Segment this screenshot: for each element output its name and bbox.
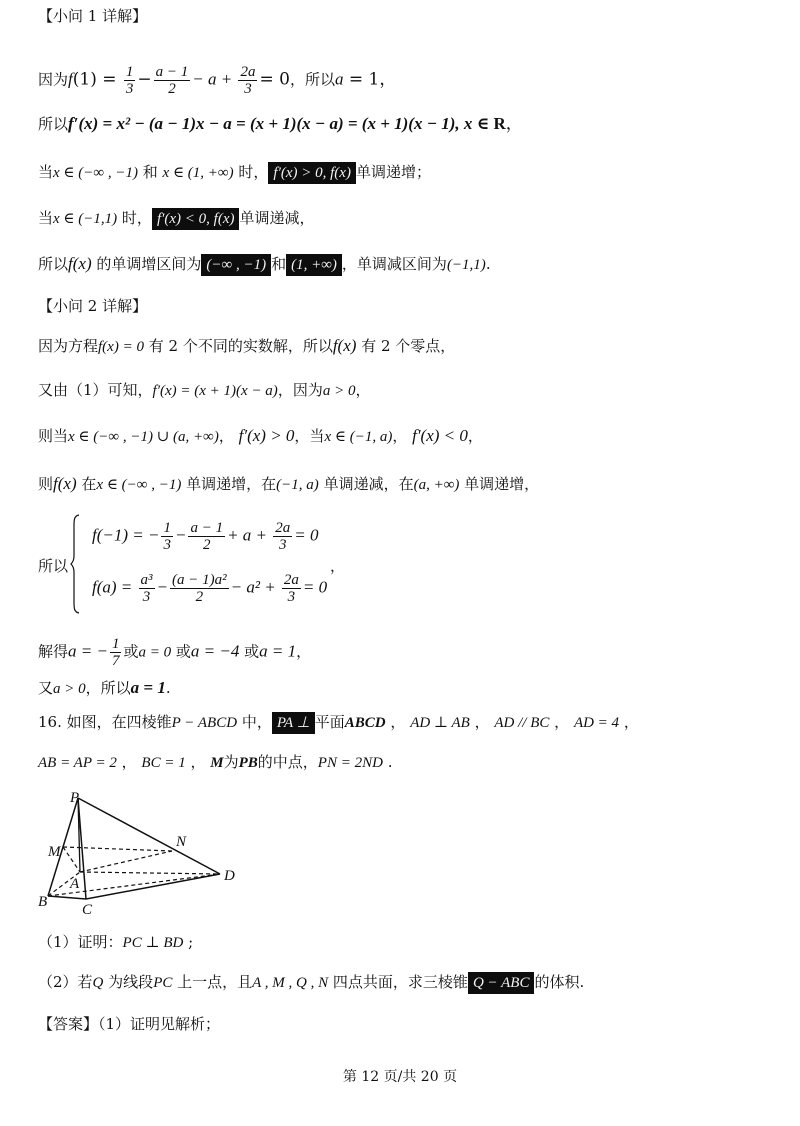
sub1-line5: 所以f(x) 的单调增区间为 (−∞ , −1) 和 (1, +∞) ，单调减区间为(−1,1). (38, 254, 491, 276)
redacted-box-4: (1, +∞) (286, 254, 342, 276)
sub2-line5: 解得a = − $\frac{1}{7}$ 或a = 0 或a = −4 或a = 1， (38, 636, 312, 669)
sub2-line3: 则当x ∈ (−∞ , −1) ∪ (a, +∞)， f′(x) > 0，当x ∈ (−1, a)， f′(x) < 0， (38, 426, 483, 445)
sub2-line4: 则f(x) 在x ∈ (−∞ , −1) 单调递增，在(−1, a) 单调递减，在(a, +∞) 单调递增， (38, 474, 540, 493)
sub2-line1: 因为方程f(x) = 0 有 2 个不同的实数解，所以f(x) 有 2 个零点， (38, 336, 456, 355)
fig-label-d: D (224, 868, 235, 884)
sub1-line1: 因为f(1) = $\frac{1}{3}$ − $\frac{a - 1}{2}$ − a + $\frac{2a}{3}$ = 0，所以a = 1， (38, 64, 397, 97)
q16-part2: （2）若Q 为线段PC 上一点，且A , M , Q , N 四点共面，求三棱锥 Q − ABC 的体积. (38, 972, 584, 994)
sub2-system-label: 所以 (38, 557, 69, 575)
fig-label-m: M (48, 844, 61, 860)
fig-label-n: N (176, 834, 187, 850)
sub2-line6: 又a > 0，所以a = 1. (38, 678, 171, 697)
system-comma: ， (330, 557, 346, 575)
left-brace (70, 514, 80, 614)
fig-label-c: C (82, 902, 93, 916)
page-footer: 第 12 页/共 20 页 (342, 1069, 458, 1085)
fig-label-a: A (70, 876, 80, 892)
sub2-header: 【小问 2 详解】 (38, 297, 148, 315)
q16-line1: 16. 如图，在四棱锥P − ABCD 中， PA ⊥ 平面ABCD ， AD ⊥ AB ， AD // BC ， AD = 4 ， (38, 712, 639, 734)
q16-answer: 【答案】（1）证明见解析； (38, 1015, 221, 1033)
redacted-box-5: PA ⊥ (272, 712, 315, 734)
redacted-box-2: f′(x) < 0, f(x) (152, 208, 240, 230)
sub1-header: 【小问 1 详解】 (38, 7, 148, 25)
sub2-line2: 又由（1）可知，f′(x) = (x + 1)(x − a)，因为a > 0， (38, 381, 371, 399)
pyramid-figure (34, 786, 244, 916)
redacted-box-3: (−∞ , −1) (201, 254, 271, 276)
fig-label-b: B (38, 894, 48, 910)
sub1-line3: 当x ∈ (−∞ , −1) 和 x ∈ (1, +∞) 时， f′(x) > 0, f(x) 单调递增； (38, 162, 431, 184)
q16-line2: AB = AP = 2 ， BC = 1 ， M为PB的中点，PN = 2ND . (38, 753, 393, 771)
redacted-box-6: Q − ABC (468, 972, 535, 994)
q16-part1: （1）证明：PC ⊥ BD ; (38, 933, 194, 951)
redacted-box-1: f′(x) > 0, f(x) (268, 162, 356, 184)
system-eq1: f(−1) = − $\frac{1}{3}$ − $\frac{a - 1}{2}$ + a + $\frac{2a}{3}$ = 0 (92, 520, 319, 553)
sub1-line2: 所以f′(x) = x² − (a − 1)x − a = (x + 1)(x − a) = (x + 1)(x − 1), x ∈ R， (38, 114, 523, 134)
sub1-line4: 当x ∈ (−1,1) 时， f′(x) < 0, f(x) 单调递减， (38, 208, 315, 230)
system-eq2: f(a) = $\frac{\text{a³}}{3}$ − $\frac{\text{(a − 1)a²}}{2}$ − a² + $\frac{2a}{3}$ = 0 (92, 572, 328, 605)
fig-label-p: P (70, 790, 80, 806)
